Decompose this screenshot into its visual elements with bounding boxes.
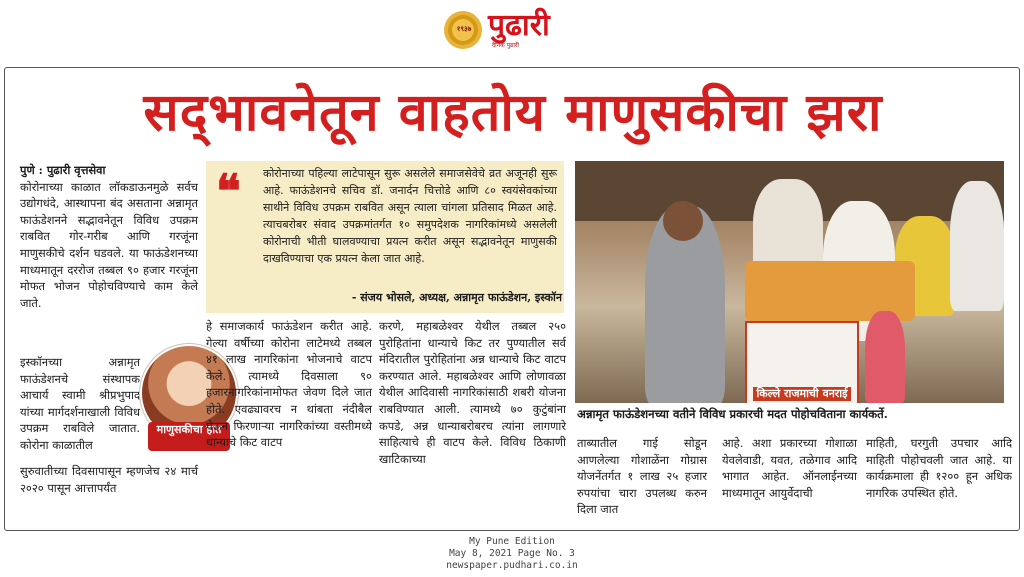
article-headline: सद्‌भावनेतून वाहतोय माणुसकीचा झरा: [143, 83, 883, 143]
article-column-4: ताब्यातील गाई सोडून आणलेल्या गोशाळेंना गोग्रास योजनेंतर्गत १ लाख २५ हजार रुपयांचा चारा उपलब्ध करुन दिला जात: [577, 436, 707, 517]
edition-date: May 8, 2021 Page No. 3: [449, 548, 575, 559]
newspaper-tagline: दैनिक पुढारी: [492, 42, 519, 49]
quote-author: - संजय भोसले, अध्यक्ष, अन्नामृत फाऊंडेशन, इस्कॉन: [351, 291, 562, 304]
article-photo: [575, 161, 1004, 403]
newspaper-logo[interactable]: पुढारी: [488, 8, 550, 43]
banner: [745, 321, 859, 403]
badge-label: माणुसकीचा हात: [148, 422, 230, 451]
article-column-3: करणे, महाबळेश्वर येथील तब्बल २५० पुरोहितांना धान्याचे किट तर पुण्यातील सर्व मंदिरातील पुरोहितांना अन्न धान्याचे किट वाटप करण्यात आले. महाबळेश्वर आणि लोणावळा येथील आदिवासी नागरिकांसाठी शबरी योजना राबविण्यात आली. त्यामध्ये ७० कुटुंबांना कपडे, अन्न धान्याबरोबरच त्यांना लागणारे साहित्याचे ही वाटप केले. विविध ठिकाणी खाटिकाच्या: [379, 319, 566, 466]
column-1-text: कोरोनाच्या काळात लॉकडाऊनमुळे सर्वच उद्योगधंदे, आस्थापना बंद असताना अन्नामृत फाऊंडेशनने सद्भावनेतून विविध उपक्रम राबवित गोर-गरीब आणि गरजूंना माणुसकीचे दर्शन घडवले. या फाऊंडेशनच्या माध्यमातून दररोज तब्बल ९० हजार गरजूंना मोफत भोजन पोहोचविण्याचे काम केले जाते.: [20, 179, 198, 310]
article-column-2: हे समाजकार्य फाऊंडेशन करीत आहे. गेल्या वर्षीच्या कोरोना लाटेमध्ये तब्बल ४१ लाख नागरिकांना भोजनाचे वाटप केले. त्यामध्ये दिवसाला ९० हजारनागरिकांनामोफत जेवण दिले जात होते. एवढ्यावरच न थांबता नंदीबैल घेऊन फिरणाऱ्या नागरिकांच्या वस्तीमध्ये धान्याचे किट वाटप: [206, 319, 372, 450]
photo-caption: अन्नामृत फाऊंडेशनच्या वतीने विविध प्रकारची मदत पोहोचविताना कार्यकर्ते.: [577, 407, 888, 421]
emblem-number: १९३७: [456, 25, 472, 33]
article-column-1: [20, 162, 198, 311]
article-column-1-end: सुरुवातीच्या दिवसापासून म्हणजेच २४ मार्च २०२० पासून आत्तापर्यंत: [20, 464, 198, 495]
dateline: पुणे : पुढारी वृत्तसेवा: [20, 163, 106, 177]
edition-footer: [0, 536, 1024, 572]
edition-url[interactable]: newspaper.pudhari.co.in: [446, 560, 578, 571]
article-column-6: माहिती, घरगुती उपचार आदि माहिती पोहोचवली जात आहे. या कार्यक्रमाला ही १२०० हून अधिक नागरिक उपस्थित होते.: [866, 436, 1012, 500]
edition-name: My Pune Edition: [469, 536, 555, 547]
article-column-1-continued: इस्कॉनच्या अन्नामृत फाऊंडेशनचे संस्थापक आचार्य स्वामी श्रीप्रभुपाद यांच्या मार्गदर्शनाखाली विविध उपक्रम राबविले जातात. कोरोना काळातील: [20, 355, 140, 452]
banner-text: किल्ले राजमाची वनराई: [753, 387, 851, 401]
quote-text: कोरोनाच्या पहिल्या लाटेपासून सुरू असलेले समाजसेवेचे व्रत अजूनही सुरू आहे. फाऊंडेशनचे सचिव डॉ. जनार्दन चित्तोडे आणि ८० स्वयंसेवकांच्या साथीने विविध उपक्रम राबवित असून त्याला चांगला प्रतिसाद मिळत आहे. त्याचबरोबर संवाद उपक्रमांतर्गत १० समुपदेशक नागरिकांमध्ये असलेली कोरोनाची भीती घालवण्याचा प्रयत्न करीत असून सद्भावनेतून माणुसकी दाखविण्याचा एक प्रयत्न केला जात आहे.: [263, 167, 557, 265]
quote-mark-icon: ❝: [216, 164, 241, 218]
article-column-5: आहे. अशा प्रकारच्या गोशाळा येवलेवाडी, यवत, तळेगाव आदि भागात आहेत. ऑनलाईनच्या माध्यमातून आयुर्वेदाची: [722, 436, 857, 500]
